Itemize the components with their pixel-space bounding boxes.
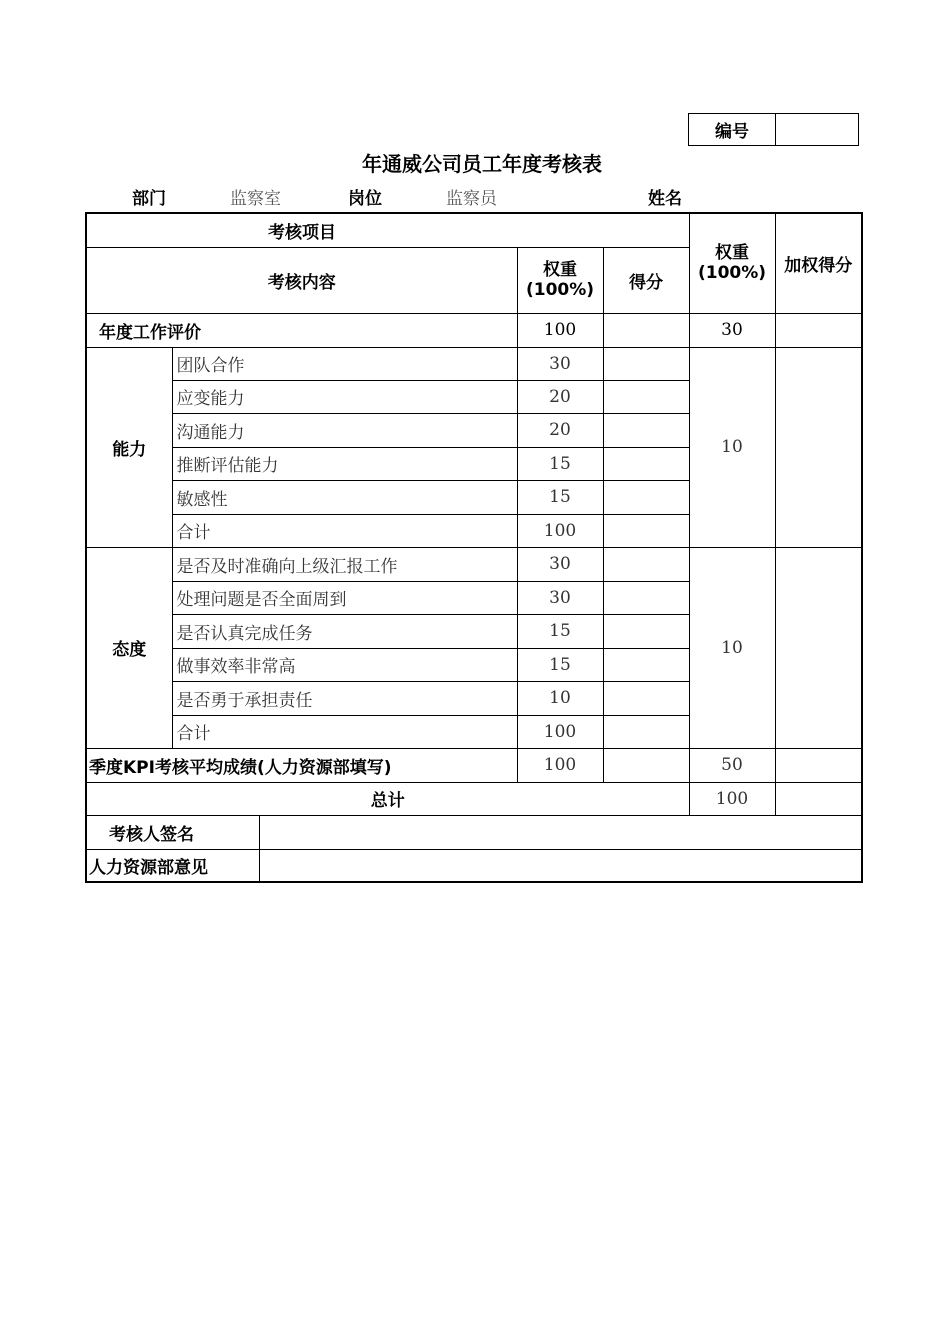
attitude-weight: 100: [517, 715, 603, 748]
kpi-score[interactable]: [603, 748, 689, 782]
attitude-score[interactable]: [603, 547, 689, 581]
attitude-weight: 15: [517, 614, 603, 648]
ability-weighted[interactable]: [775, 347, 862, 547]
attitude-score[interactable]: [603, 648, 689, 681]
kpi-weighted[interactable]: [775, 748, 862, 782]
ability-weight: 15: [517, 480, 603, 514]
hr-field[interactable]: [259, 849, 862, 882]
ability-score[interactable]: [603, 413, 689, 447]
ability-weight2: 10: [689, 347, 775, 547]
post-label: 岗位: [348, 189, 382, 209]
header-score: 得分: [603, 247, 689, 313]
attitude-label: 态度: [86, 547, 172, 748]
total-row: [86, 782, 862, 815]
attitude-weight: 10: [517, 681, 603, 715]
signer-field[interactable]: [259, 815, 862, 849]
dept-value: 监察室: [230, 189, 281, 209]
number-box: [688, 113, 859, 146]
annual-weighted[interactable]: [775, 313, 862, 347]
attitude-weight: 30: [517, 581, 603, 614]
ability-weight: 20: [517, 413, 603, 447]
header-weighted: 加权得分: [775, 213, 862, 313]
hr-label: 人力资源部意见: [86, 849, 259, 882]
annual-weight2: 30: [689, 313, 775, 347]
total-weight2: 100: [689, 782, 775, 815]
annual-score[interactable]: [603, 313, 689, 347]
annual-row: [86, 313, 862, 347]
dept-label: 部门: [132, 189, 166, 209]
ability-score[interactable]: [603, 380, 689, 413]
attitude-weight: 15: [517, 648, 603, 681]
ability-weight: 15: [517, 447, 603, 480]
ability-score[interactable]: [603, 514, 689, 547]
header-item: 考核项目: [86, 213, 517, 247]
ability-score[interactable]: [603, 447, 689, 480]
annual-weight: 100: [517, 313, 603, 347]
number-field[interactable]: [776, 114, 858, 145]
total-label: 总计: [86, 782, 689, 815]
attitude-weight2: 10: [689, 547, 775, 748]
attitude-item: 处理问题是否全面周到: [172, 581, 517, 614]
attitude-score[interactable]: [603, 715, 689, 748]
table-row: [86, 547, 862, 581]
attitude-weight: 30: [517, 547, 603, 581]
signer-label: 考核人签名: [86, 815, 259, 849]
total-weighted[interactable]: [775, 782, 862, 815]
attitude-score[interactable]: [603, 614, 689, 648]
hr-row: [86, 849, 862, 882]
ability-score[interactable]: [603, 347, 689, 380]
header-content: 考核内容: [86, 247, 517, 313]
ability-weight: 100: [517, 514, 603, 547]
annual-label: 年度工作评价: [86, 313, 517, 347]
ability-score[interactable]: [603, 480, 689, 514]
ability-weight: 30: [517, 347, 603, 380]
ability-item: 团队合作: [172, 347, 517, 380]
header-row-1: [86, 213, 862, 247]
header-weight: 权重 (100%): [517, 247, 603, 313]
kpi-weight: 100: [517, 748, 603, 782]
name-label: 姓名: [648, 189, 682, 209]
attitude-item: 是否及时准确向上级汇报工作: [172, 547, 517, 581]
signer-row: [86, 815, 862, 849]
page-title: 年通威公司员工年度考核表: [362, 152, 602, 176]
attitude-item: 是否认真完成任务: [172, 614, 517, 648]
attitude-weighted[interactable]: [775, 547, 862, 748]
kpi-row: [86, 748, 862, 782]
kpi-label: 季度KPI考核平均成绩(人力资源部填写): [86, 748, 517, 782]
attitude-item: 做事效率非常高: [172, 648, 517, 681]
attitude-score[interactable]: [603, 681, 689, 715]
ability-label: 能力: [86, 347, 172, 547]
header-weight2: 权重 (100%): [689, 213, 775, 313]
ability-item: 推断评估能力: [172, 447, 517, 480]
ability-item: 合计: [172, 514, 517, 547]
kpi-weight2: 50: [689, 748, 775, 782]
appraisal-table: [85, 212, 863, 883]
attitude-item: 合计: [172, 715, 517, 748]
ability-item: 应变能力: [172, 380, 517, 413]
number-label: 编号: [689, 114, 776, 145]
ability-item: 沟通能力: [172, 413, 517, 447]
table-row: [86, 347, 862, 380]
post-value: 监察员: [446, 189, 497, 209]
ability-weight: 20: [517, 380, 603, 413]
attitude-item: 是否勇于承担责任: [172, 681, 517, 715]
ability-item: 敏感性: [172, 480, 517, 514]
attitude-score[interactable]: [603, 581, 689, 614]
